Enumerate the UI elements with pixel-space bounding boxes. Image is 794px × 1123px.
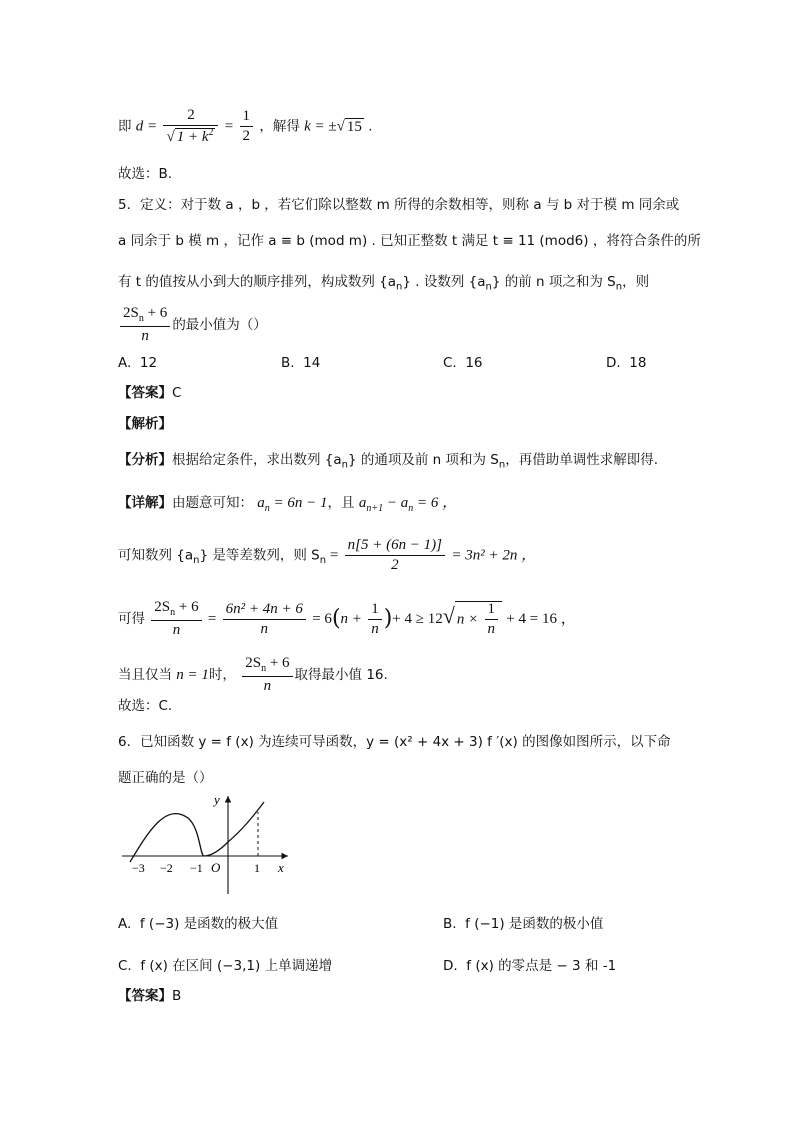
q5-question-frac: $\frac{2S_n + 6}{n}$ xyxy=(120,306,170,344)
q5-answer-line xyxy=(118,387,181,401)
q5-frac-den: n xyxy=(141,328,149,344)
q5-detail-an: a xyxy=(257,495,265,511)
q6-answer-line xyxy=(118,990,181,1004)
q5-ke-eq1: = xyxy=(207,611,217,627)
q5-fenxi-a: 根据给定条件，求出数列 {a xyxy=(172,452,342,468)
q6-option-c: C. f (x) 在区间 (−3,1) 上单调递增 xyxy=(118,958,333,974)
q5-ke-frac2: $\frac{\text{6n² + 4n + 6}}{n}$ xyxy=(223,602,306,637)
q5-frac-num-b: + 6 xyxy=(143,305,168,321)
q5-detail-eq: = 6n − 1 xyxy=(269,495,328,511)
q5-line-3a: 有 t 的值按从小到大的顺序排列，构成数列 {a xyxy=(118,274,397,290)
q4-prefix: 即 xyxy=(118,118,132,135)
q5-min-tail: 取得最小值 16. xyxy=(294,667,388,683)
q5-answer: C xyxy=(172,385,182,401)
q4-frac-den: √ $1 + k^2$ xyxy=(166,127,214,145)
q5-min-pre: 当且仅当 xyxy=(118,667,172,683)
tick-neg3: −3 xyxy=(132,861,145,875)
q5-analysis-tag: 【解析】 xyxy=(118,416,172,432)
q5-detail: 由题意可知： xyxy=(172,495,253,511)
q4-fraction xyxy=(163,108,218,145)
q5-sn-frac xyxy=(345,538,445,573)
q5-sn-mid: } 是等差数列，则 S xyxy=(199,547,320,564)
curve xyxy=(130,802,264,862)
q5-detail-eq2: = 6 ， xyxy=(413,495,458,511)
q5-detail-tag: 【详解】 xyxy=(118,495,172,511)
q4-sqrt-val: 15 xyxy=(346,118,362,135)
q6-option-a: A. f (−3) 是函数的极大值 xyxy=(118,916,279,932)
q5-detail-diff: − a xyxy=(383,495,409,511)
q5-fenxi-tag: 【分析】 xyxy=(118,452,172,468)
q4-frac-num: 2 xyxy=(163,108,218,126)
q4-mid: ，解得 xyxy=(259,118,300,135)
q5-option-c: C. 16 xyxy=(443,355,483,371)
q5-sn-num: n[5 + (6n − 1)] xyxy=(345,538,445,556)
tick-1: 1 xyxy=(254,861,260,875)
q6-answer-tag: 【答案】 xyxy=(118,988,172,1004)
q5-line-3: 有 t 的值按从小到大的顺序排列，构成数列 $\{a_n\}$ . 设数列 $\{a_n\}$ 的前 n 项之和为 $S_n$，则 xyxy=(118,274,650,293)
q5-ke-plus4: + 4 ≥ 12 xyxy=(392,611,443,627)
q4-d-lhs: d = xyxy=(135,118,158,135)
q6-option-b: B. f (−1) 是函数的极小值 xyxy=(443,916,604,932)
q5-line-4-tail: 的最小值为（） xyxy=(172,317,267,333)
q4-eq: = xyxy=(224,118,234,135)
q5-detail-line: 【详解】由题意可知： $a_n = 6n - 1$，且 $a_{n+1} - a_n = 6$ ， xyxy=(118,495,458,514)
q6-option-d: D. f (x) 的零点是 − 3 和 -1 xyxy=(443,958,617,974)
q5-detail-mid: ，且 xyxy=(327,495,359,511)
q5-option-b: B. 14 xyxy=(281,355,321,371)
q5-min-n: n = 1 xyxy=(176,667,209,683)
q4-k: k = ± xyxy=(304,118,337,135)
q5-frac-num: 2S xyxy=(123,305,139,321)
q5-ke-frac3: $\frac{1}{n}$ xyxy=(368,602,382,637)
q4-end: . xyxy=(368,118,373,135)
tick-neg1: −1 xyxy=(190,861,203,875)
q6-line-1: 6．已知函数 y = f (x) 为连续可导函数，y = (x² + 4x + 3) f ′(x) 的图像如图所示，以下命 xyxy=(118,734,671,750)
q6-answer: B xyxy=(172,988,182,1004)
q5-line-3d: ，则 xyxy=(622,274,650,290)
q4-answer: 故选：B. xyxy=(118,166,173,182)
q5-line-3b: } . 设数列 {a xyxy=(402,274,486,290)
q5-fenxi-c: ，再借助单调性求解即得. xyxy=(505,452,659,468)
q4-half-num: 1 xyxy=(240,109,254,127)
q5-sn-den: 2 xyxy=(391,557,399,573)
x-label: x xyxy=(278,860,284,875)
q4-den-inner: 1 + k xyxy=(176,129,209,145)
tick-neg2: −2 xyxy=(160,861,173,875)
q5-line-3c: } 的前 n 项之和为 S xyxy=(491,274,616,290)
q6-graph xyxy=(118,790,298,900)
q5-final: 故选：C. xyxy=(118,698,173,714)
q5-line-1: 5．定义：对于数 a ，b ，若它们除以整数 m 所得的余数相等，则称 a 与 b 对于模 m 同余或 xyxy=(118,197,680,213)
q5-line-2: a 同余于 b 模 m ，记作 a ≡ b (mod m) . 已知正整数 t 满足 t ≡ 11 (mod6) ，将符合条件的所 xyxy=(118,233,701,249)
q5-ke-pre: 可得 xyxy=(118,611,145,627)
q5-ke-sqrt-n: n × xyxy=(456,611,479,627)
q5-fenxi-line: 【分析】根据给定条件，求出数列 $\{a_n\}$ 的通项及前 n 项和为 $S_n$，再借助单调性求解即得. xyxy=(118,452,659,471)
q4-half-den: 2 xyxy=(242,128,251,144)
q5-sn-pre: 可知数列 {a xyxy=(118,547,194,564)
q5-min-line xyxy=(118,656,388,694)
y-label: y xyxy=(214,792,220,807)
q5-answer-tag: 【答案】 xyxy=(118,385,172,401)
q4-half xyxy=(240,109,254,144)
q5-sn-res: = 3n² + 2n ， xyxy=(451,547,537,564)
q5-sn-eq: = xyxy=(326,547,339,564)
q5-inequality-line: 可得 $\frac{2S_n + 6}{n}$ = $\frac{\text{6n² + 4n + 6}}{n}$ = 6(n + $\frac{1}{n}$ )+ 4 ≥ 12√ n × $\frac{1}{n}$ + 4 = 16 ， xyxy=(118,599,576,638)
tick-origin: O xyxy=(211,860,221,875)
q4-result-line: 即 d = $\frac{2}{√ 1 + k^2}$ = $\frac{1}{2}$ ，解得 k = ±√ 15 . xyxy=(118,107,373,145)
q5-min-frac: $\frac{2S_n + 6}{n}$ xyxy=(242,656,292,694)
q5-sn-line: 可知数列 $\{a_n\}$ 是等差数列，则 $S_n$ = $\frac{n[5 + (6n - 1)]}{2}$ = 3n² + 2n ， xyxy=(118,537,537,573)
q5-min-mid: 时， xyxy=(208,667,236,683)
q6-line-2: 题正确的是（） xyxy=(118,770,213,786)
q5-ke-eq2: = 6 xyxy=(312,611,332,627)
q5-ke-tail: + 4 = 16 ， xyxy=(506,611,576,627)
q5-ke-paren-n: n + xyxy=(340,611,362,627)
q5-ke-frac4: $\frac{1}{n}$ xyxy=(485,602,499,637)
q5-fenxi-b: } 的通项及前 n 项和为 S xyxy=(348,452,499,468)
q5-option-d: D. 18 xyxy=(606,355,647,371)
q5-ke-frac1: $\frac{2S_n + 6}{n}$ xyxy=(151,600,201,638)
q5-option-a: A. 12 xyxy=(118,355,158,371)
q5-line-4 xyxy=(118,306,267,344)
